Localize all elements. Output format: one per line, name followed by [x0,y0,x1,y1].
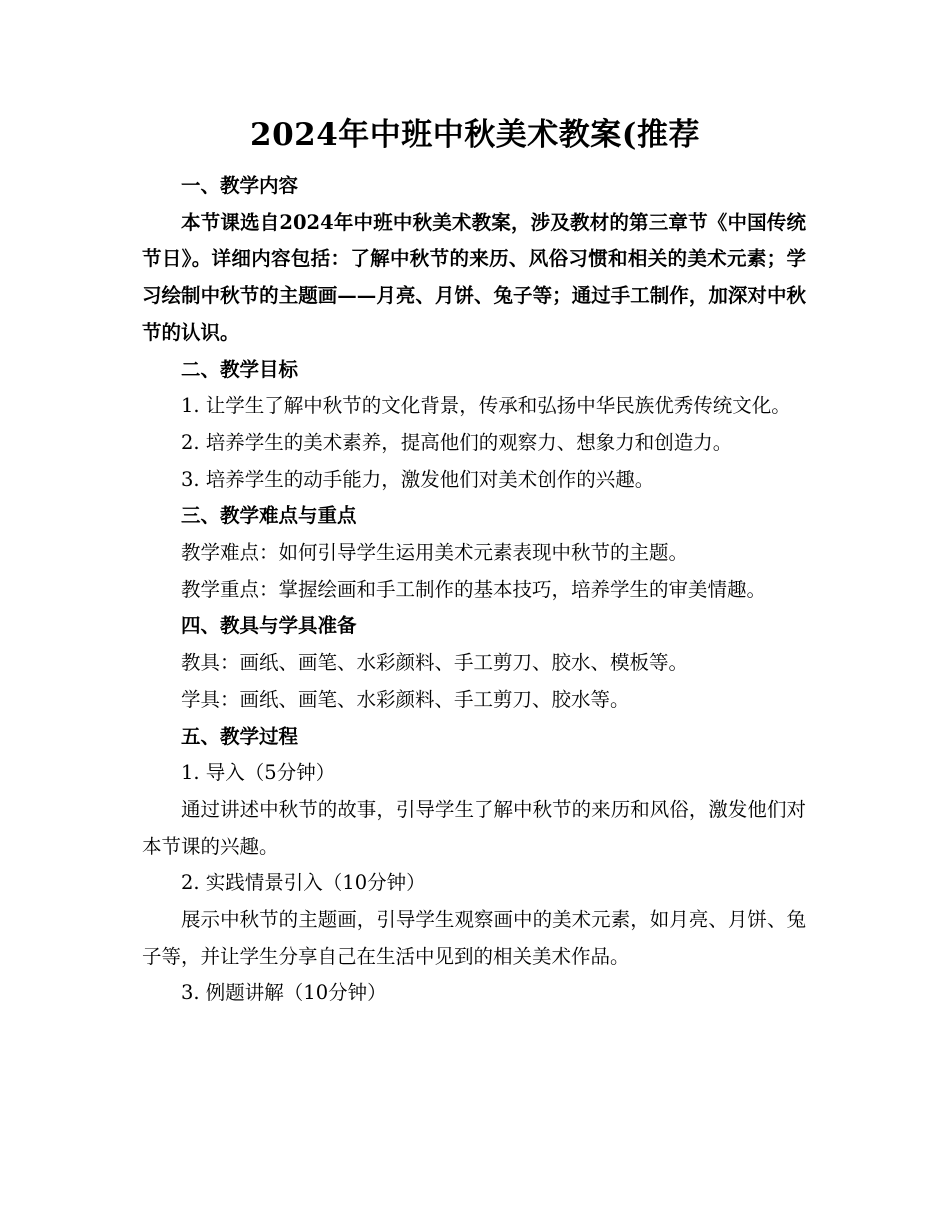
section-heading-process: 五、教学过程 [181,724,299,748]
document-body [142,168,806,1012]
goal-item: 3. 培养学生的动手能力，激发他们对美术创作的兴趣。 [181,467,655,491]
teacher-tools-paragraph: 教具：画纸、画笔、水彩颜料、手工剪刀、胶水、模板等。 [181,651,689,675]
section-heading-content: 一、教学内容 [181,174,299,197]
process-step-label: 1. 导入（5分钟） [181,761,336,785]
document-title: 2024年中班中秋美术教案(推荐 [250,117,700,153]
process-step-label: 3. 例题讲解（10分钟） [181,981,387,1005]
section-heading-tools: 四、教具与学具准备 [181,614,357,638]
difficulty-paragraph: 教学难点：如何引导学生运用美术元素表现中秋节的主题。 [181,541,689,565]
goal-item: 2. 培养学生的美术素养，提高他们的观察力、想象力和创造力。 [181,430,733,454]
goal-item: 1. 让学生了解中秋节的文化背景，传承和弘扬中华民族优秀传统文化。 [181,394,791,418]
process-step-label: 2. 实践情景引入（10分钟） [181,871,426,895]
student-tools-paragraph: 学具：画纸、画笔、水彩颜料、手工剪刀、胶水等。 [181,687,630,711]
process-step-text: 通过讲述中秋节的故事，引导学生了解中秋节的来历和风俗，激发他们对本节课的兴趣。 [142,797,806,858]
content-paragraph: 本节课选自2024年中班中秋美术教案，涉及教材的第三章节《中国传统节日》。详细内容包括：了解中秋节的来历、风俗习惯和相关的美术元素；学习绘制中秋节的主题画——月亮、月饼、兔子等；通过手工制作，加深对中秋节的认识。 [142,210,806,344]
focus-paragraph: 教学重点：掌握绘画和手工制作的基本技巧，培养学生的审美情趣。 [181,577,767,601]
section-heading-goals: 二、教学目标 [181,357,299,381]
section-heading-difficulty: 三、教学难点与重点 [181,504,357,528]
process-step-text: 展示中秋节的主题画，引导学生观察画中的美术元素，如月亮、月饼、兔子等，并让学生分享自己在生活中见到的相关美术作品。 [142,908,806,968]
